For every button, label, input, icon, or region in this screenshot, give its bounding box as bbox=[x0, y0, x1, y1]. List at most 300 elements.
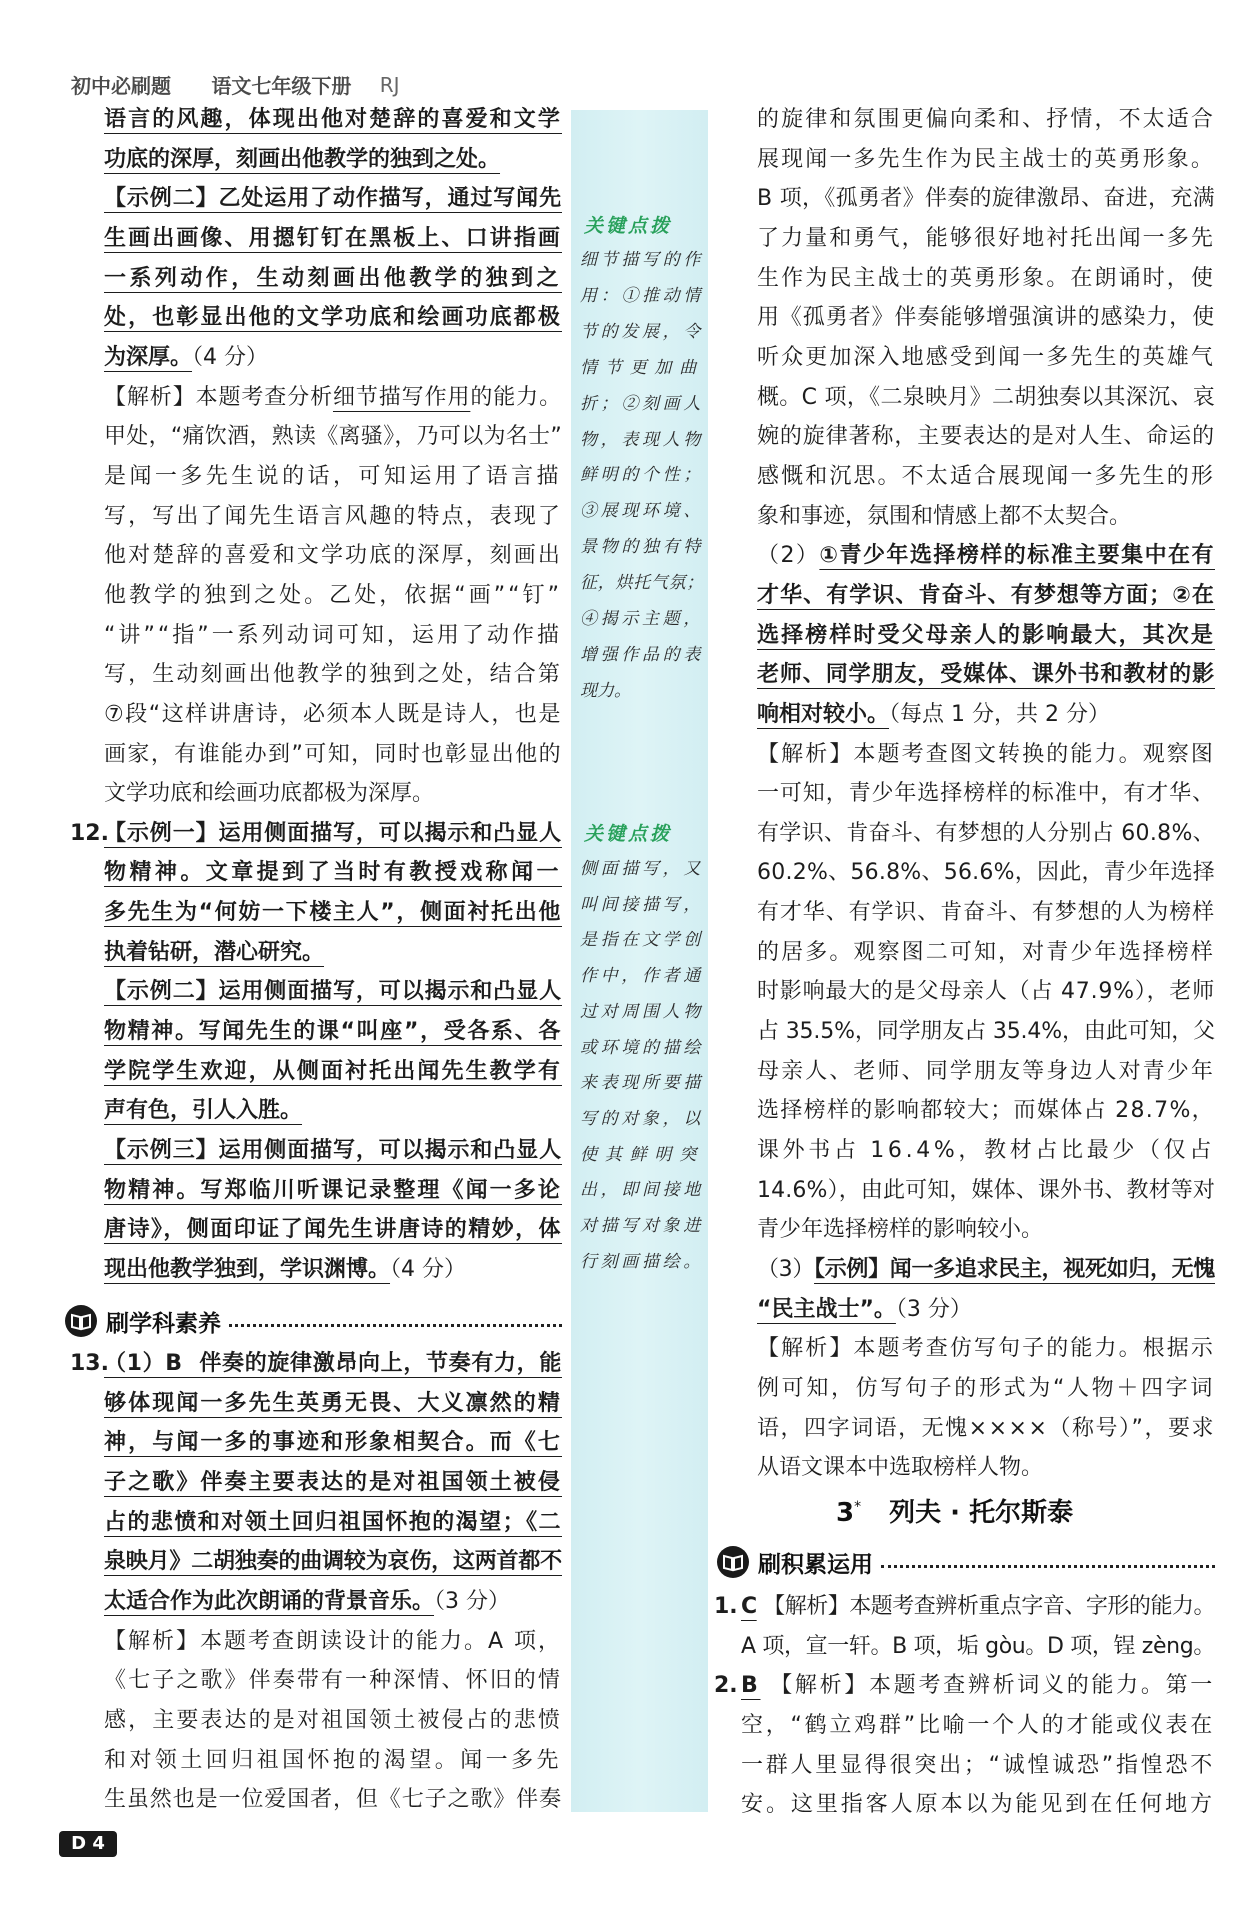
text-line bbox=[104, 893, 562, 933]
explanation-text: （3 分） bbox=[895, 1296, 972, 1322]
book-name: 语文七年级下册 bbox=[211, 74, 352, 98]
text-line bbox=[757, 417, 1215, 457]
text-line bbox=[104, 735, 562, 775]
line-content bbox=[580, 1209, 704, 1245]
text-line bbox=[757, 179, 1215, 219]
line-content bbox=[757, 972, 1215, 1012]
line-content bbox=[757, 1210, 1043, 1250]
line-content bbox=[104, 497, 562, 537]
line-content bbox=[757, 1409, 1215, 1449]
tip-box-side-description bbox=[580, 852, 704, 1280]
explanation-text: 用：①推动情 bbox=[580, 285, 704, 306]
text-line bbox=[757, 1171, 1215, 1211]
section-label: 刷积累运用 bbox=[758, 1551, 873, 1578]
explanation-text: 【解析】本题考查分析 bbox=[104, 384, 333, 410]
tip-line bbox=[580, 566, 704, 602]
explanation-text: 写，写出了闻先生语言风趣的特点，表现了 bbox=[104, 503, 562, 529]
line-content bbox=[104, 1131, 562, 1171]
tip-line bbox=[580, 638, 704, 674]
section-divider bbox=[881, 1565, 1215, 1568]
explanation-text: 行刻画描绘。 bbox=[580, 1251, 704, 1272]
line-content bbox=[580, 315, 704, 351]
explanation-text: （4 分） bbox=[192, 344, 269, 370]
line-content bbox=[757, 1290, 972, 1330]
answer-text: 处，也彰显出他的文学功底和绘画功底都极 bbox=[104, 305, 562, 331]
line-content bbox=[104, 1012, 562, 1052]
explanation-text: （4 分） bbox=[390, 1257, 467, 1283]
line-content bbox=[580, 243, 704, 279]
answer-text: 执着钻研，潜心研究。 bbox=[104, 939, 325, 965]
line-content bbox=[757, 298, 1215, 338]
line-content bbox=[580, 566, 704, 602]
tip-line bbox=[580, 494, 704, 530]
answer-text: 【示例二】运用侧面描写，可以揭示和凸显人 bbox=[104, 979, 562, 1005]
line-content bbox=[104, 417, 562, 457]
tip-line bbox=[580, 888, 704, 924]
line-content bbox=[104, 1701, 562, 1741]
question-number: 13. bbox=[70, 1351, 109, 1376]
line-content bbox=[757, 814, 1215, 854]
line-content bbox=[757, 655, 1215, 695]
answer-block-left-top bbox=[70, 100, 562, 1290]
explanation-text: 生虽然也是一位爱国者，但《七子之歌》伴奏 bbox=[104, 1787, 562, 1813]
text-line bbox=[104, 1091, 562, 1131]
book-icon bbox=[716, 1545, 750, 1579]
text-line bbox=[104, 1741, 562, 1781]
text-line bbox=[104, 655, 562, 695]
explanation-text: （3） bbox=[757, 1257, 815, 1283]
line-content bbox=[580, 530, 704, 566]
line-content bbox=[104, 735, 562, 775]
line-content bbox=[104, 893, 562, 933]
explanation-text: 是指在文学创 bbox=[580, 930, 704, 951]
answer-text: 功底的深厚，刻画出他教学的独到之处。 bbox=[104, 146, 501, 172]
text-line bbox=[741, 1785, 1215, 1825]
line-content bbox=[104, 1542, 562, 1582]
explanation-text: （2） bbox=[757, 543, 820, 569]
explanation-text: 使其鲜明突 bbox=[580, 1144, 704, 1165]
explanation-text: 过对周围人物 bbox=[580, 1001, 704, 1022]
tip-line bbox=[580, 423, 704, 459]
answer-text: 够体现闻一多先生英勇无畏、大义凛然的精 bbox=[104, 1390, 562, 1416]
tip-line bbox=[580, 995, 704, 1031]
tip-heading: 关键点拨 bbox=[584, 823, 673, 845]
explanation-text: 增强作品的表 bbox=[580, 644, 704, 665]
section-label: 刷学科素养 bbox=[106, 1310, 221, 1337]
text-line bbox=[757, 1012, 1215, 1052]
text-line bbox=[104, 1463, 562, 1503]
answer-text: 物精神。写闻先生的课“叫座”，受各系、各 bbox=[104, 1019, 562, 1045]
answer-text: 太适合作为此次朗诵的背景音乐。 bbox=[104, 1588, 435, 1614]
line-content bbox=[104, 140, 500, 180]
text-line bbox=[104, 1780, 562, 1820]
text-line bbox=[104, 695, 562, 735]
line-content bbox=[104, 1171, 562, 1211]
explanation-text: 作中，作者通 bbox=[580, 966, 704, 987]
line-content bbox=[104, 1741, 562, 1781]
explanation-text: ⑦段“这样讲唐诗，必须本人既是诗人，也是 bbox=[104, 701, 562, 727]
line-content bbox=[580, 423, 704, 459]
explanation-text: 对描写对象进 bbox=[580, 1216, 704, 1237]
explanation-text: 了力量和勇气，能够很好地衬托出闻一多先 bbox=[757, 225, 1215, 251]
explanation-text: 景物的独有特 bbox=[580, 537, 704, 558]
explanation-text: 生作为民主战士的英勇形象。在朗诵时，使 bbox=[757, 265, 1215, 291]
line-content bbox=[104, 1661, 562, 1701]
question-number: 2. bbox=[714, 1673, 738, 1699]
line-content bbox=[104, 972, 562, 1012]
explanation-text: 【解析】本题考查图文转换的能力。观察图 bbox=[757, 741, 1215, 767]
explanation-text: 出，即间接地 bbox=[580, 1180, 704, 1201]
tip-line bbox=[580, 351, 704, 387]
answer-text: 选择榜样时受父母亲人的影响最大，其次是 bbox=[757, 622, 1215, 648]
text-line bbox=[757, 853, 1215, 893]
text-line bbox=[104, 1131, 562, 1171]
explanation-text: 【解析】本题考查仿写句子的能力。根据示 bbox=[757, 1336, 1215, 1362]
text-line bbox=[104, 576, 562, 616]
line-content bbox=[757, 1369, 1215, 1409]
answer-text: 声有色，引人入胜。 bbox=[104, 1098, 303, 1124]
text-line bbox=[741, 1627, 1215, 1667]
line-content bbox=[104, 576, 562, 616]
explanation-text: 听众更加深入地感受到闻一多先生的英雄气 bbox=[757, 344, 1215, 370]
line-content bbox=[757, 1171, 1215, 1211]
explanation-text: 概。C 项，《二泉映月》二胡独奏以其深沉、哀 bbox=[757, 384, 1215, 410]
line-content bbox=[104, 1091, 302, 1131]
book-icon bbox=[64, 1304, 98, 1338]
line-content bbox=[757, 1012, 1215, 1052]
text-line bbox=[104, 774, 562, 814]
line-content bbox=[580, 351, 704, 387]
tip-line bbox=[580, 1138, 704, 1174]
explanation-text: 【解析】本题考查辨析词义的能力。第一 bbox=[760, 1673, 1215, 1699]
series-name: 初中必刷题 bbox=[71, 74, 171, 98]
text-line bbox=[757, 655, 1215, 695]
line-content bbox=[580, 279, 704, 315]
line-content bbox=[580, 674, 631, 710]
question-number: 12. bbox=[70, 820, 109, 846]
explanation-text: 感，主要表达的是对祖国领土被侵占的悲愤 bbox=[104, 1707, 562, 1733]
line-content bbox=[104, 695, 562, 735]
answer-text: 多先生为“何妨一下楼主人”，侧面衬托出他 bbox=[104, 900, 562, 926]
section-divider bbox=[229, 1324, 562, 1327]
tip-line bbox=[580, 602, 704, 638]
answer-text: 唐诗》，侧面印证了闻先生讲唐诗的精妙，体 bbox=[104, 1217, 562, 1243]
lesson-star: * bbox=[854, 1499, 862, 1516]
text-line bbox=[757, 338, 1215, 378]
tip-line bbox=[580, 852, 704, 888]
explanation-text: 物，表现人物 bbox=[580, 429, 704, 450]
line-content bbox=[757, 417, 1215, 457]
text-line bbox=[104, 259, 562, 299]
text-line bbox=[714, 1666, 1215, 1706]
line-content bbox=[580, 959, 704, 995]
line-content bbox=[757, 1448, 1043, 1488]
line-content bbox=[104, 179, 562, 219]
line-content bbox=[104, 814, 562, 854]
answer-text: 响相对较小。 bbox=[757, 701, 890, 727]
text-line bbox=[757, 893, 1215, 933]
line-content bbox=[104, 1622, 562, 1662]
line-content bbox=[580, 387, 704, 423]
line-content bbox=[757, 219, 1215, 259]
text-line bbox=[104, 1171, 562, 1211]
explanation-text: ④揭示主题， bbox=[580, 609, 704, 630]
explanation-text: 空，“鹤立鸡群”比喻一个人的才能或仪表在 bbox=[741, 1712, 1215, 1738]
text-line bbox=[757, 1448, 1215, 1488]
line-content bbox=[741, 1627, 1215, 1667]
explanation-text: 来表现所要描 bbox=[580, 1073, 704, 1094]
explanation-text: 的居多。观察图二可知，对青少年选择榜样 bbox=[757, 939, 1215, 965]
line-content bbox=[104, 1052, 562, 1092]
line-content bbox=[104, 1503, 562, 1543]
explanation-text: 一可知，青少年选择榜样的标准中，有才华、 bbox=[757, 781, 1215, 807]
line-content bbox=[104, 378, 562, 418]
explanation-text: 一群人里显得很突出；“诚惶诚恐”指惶恐不 bbox=[741, 1752, 1215, 1778]
answer-text: 才华、有学识、肯奋斗、有梦想等方面；②在 bbox=[757, 582, 1215, 608]
explanation-text: 【解析】本题考查朗读设计的能力。A 项， bbox=[104, 1628, 562, 1654]
section-heading bbox=[64, 1301, 562, 1341]
line-content bbox=[757, 735, 1215, 775]
explanation-text: 母亲人、老师、同学朋友等身边人对青少年 bbox=[757, 1058, 1215, 1084]
page-number-badge: D 4 bbox=[59, 1831, 117, 1857]
explanation-text: 他对楚辞的喜爱和文学功底的深厚，刻画出 bbox=[104, 543, 562, 569]
line-content bbox=[757, 853, 1215, 893]
line-content bbox=[741, 1706, 1215, 1746]
text-line bbox=[757, 100, 1215, 140]
explanation-text: 用《孤勇者》伴奏能够增强演讲的感染力，使 bbox=[757, 305, 1215, 331]
answer-text: （1）B 伴奏的旋律激昂向上，节奏有力，能 bbox=[104, 1351, 562, 1376]
line-content bbox=[757, 1329, 1215, 1369]
line-content bbox=[757, 933, 1215, 973]
explanation-text: 语，四字词语，无愧××××（称号）”，要求 bbox=[757, 1415, 1215, 1441]
text-line bbox=[757, 140, 1215, 180]
line-content bbox=[757, 774, 1215, 814]
text-line bbox=[104, 100, 562, 140]
page-header bbox=[71, 70, 400, 98]
text-line bbox=[757, 298, 1215, 338]
text-line bbox=[104, 1384, 562, 1424]
line-content bbox=[757, 140, 1215, 180]
text-line bbox=[104, 1701, 562, 1741]
tip-line bbox=[580, 959, 704, 995]
explanation-text: 画家，有谁能办到”可知，同时也彰显出他的 bbox=[104, 741, 562, 767]
text-line bbox=[104, 1250, 562, 1290]
line-content bbox=[580, 923, 704, 959]
line-content bbox=[757, 378, 1215, 418]
text-line bbox=[757, 735, 1215, 775]
text-line bbox=[757, 259, 1215, 299]
line-content bbox=[104, 1384, 562, 1424]
lesson-name: 列夫 · 托尔斯泰 bbox=[889, 1498, 1074, 1528]
answer-text: 一系列动作，生动刻画出他教学的独到之 bbox=[104, 265, 562, 291]
text-line bbox=[757, 695, 1215, 735]
text-line bbox=[757, 616, 1215, 656]
explanation-text: 展现闻一多先生作为民主战士的英勇形象。 bbox=[757, 146, 1215, 172]
text-line bbox=[757, 933, 1215, 973]
line-content bbox=[580, 1102, 704, 1138]
answer-text: 神，与闻一多的事迹和形象相契合。而《七 bbox=[104, 1430, 562, 1456]
explanation-text: 的旋律和氛围更偏向柔和、抒情，不太适合 bbox=[757, 107, 1215, 132]
answer-text: 子之歌》伴奏主要表达的是对祖国领土被侵 bbox=[104, 1469, 562, 1495]
line-content bbox=[580, 1245, 704, 1281]
answer-block-right-bottom bbox=[714, 1587, 1215, 1825]
explanation-text: 写，生动刻画出他教学的独到之处，结合第 bbox=[104, 662, 562, 688]
line-content bbox=[757, 100, 1215, 140]
explanation-text: 从语文课本中选取榜样人物。 bbox=[757, 1455, 1044, 1481]
tip-line bbox=[580, 458, 704, 494]
line-content bbox=[757, 893, 1215, 933]
line-content bbox=[757, 536, 1215, 576]
lesson-number: 3 bbox=[836, 1498, 855, 1528]
explanation-text: 例可知，仿写句子的形式为“人物＋四字词 bbox=[757, 1376, 1215, 1401]
answer-text: 为深厚。 bbox=[104, 344, 193, 370]
explanation-text: 占 35.5%，同学朋友占 35.4%，由此可知，父 bbox=[757, 1019, 1215, 1045]
text-line bbox=[757, 972, 1215, 1012]
text-line bbox=[757, 1131, 1215, 1171]
answer-text: 泉映月》二胡独奏的曲调较为哀伤，这两首都不 bbox=[104, 1549, 562, 1575]
explanation-text: 《七子之歌》伴奏带有一种深情、怀旧的情 bbox=[104, 1668, 562, 1694]
tip-line bbox=[580, 279, 704, 315]
explanation-text: 写的对象，以 bbox=[580, 1108, 704, 1129]
line-content bbox=[104, 259, 562, 299]
tip-line bbox=[580, 315, 704, 351]
explanation-text: 文学功底和绘画功底都极为深厚。 bbox=[104, 781, 435, 807]
explanation-text: 时影响最大的是父母亲人（占 47.9%），老师 bbox=[757, 979, 1215, 1005]
line-content bbox=[741, 1666, 1215, 1706]
text-line bbox=[104, 933, 562, 973]
text-line bbox=[104, 179, 562, 219]
line-content bbox=[580, 638, 704, 674]
text-line bbox=[757, 457, 1215, 497]
text-line bbox=[757, 1329, 1215, 1369]
line-content bbox=[104, 1210, 562, 1250]
section-heading bbox=[716, 1542, 1215, 1582]
text-line bbox=[104, 457, 562, 497]
text-line bbox=[70, 1344, 562, 1384]
text-line bbox=[757, 497, 1215, 537]
line-content bbox=[741, 1587, 1215, 1627]
line-content bbox=[104, 1250, 466, 1290]
answer-text: 物精神。写郑临川听课记录整理《闻一多论 bbox=[104, 1177, 562, 1203]
line-content bbox=[104, 1423, 562, 1463]
explanation-text: A 项，宣一轩。B 项，垢 gòu。D 项，锃 zèng。 bbox=[741, 1633, 1215, 1659]
line-content bbox=[104, 853, 562, 893]
explanation-text: ③展现环境、 bbox=[580, 501, 704, 522]
tip-heading: 关键点拨 bbox=[584, 215, 673, 237]
text-line bbox=[741, 1746, 1215, 1786]
text-line bbox=[104, 1012, 562, 1052]
answer-text: 【示例一】运用侧面描写，可以揭示和凸显人 bbox=[104, 820, 562, 846]
text-line bbox=[757, 1210, 1215, 1250]
text-line bbox=[757, 536, 1215, 576]
explanation-text: “讲”“指”一系列动词可知，运用了动作描 bbox=[104, 622, 562, 648]
explanation-text: 60.2%、56.8%、56.6%，因此，青少年选择 bbox=[757, 860, 1215, 886]
explanation-text: 细节描写的作 bbox=[580, 250, 704, 270]
line-content bbox=[104, 1344, 562, 1384]
line-content bbox=[580, 1031, 704, 1067]
text-line bbox=[757, 1250, 1215, 1290]
line-content bbox=[757, 497, 1131, 537]
tip-line bbox=[580, 923, 704, 959]
line-content bbox=[741, 1785, 1215, 1825]
line-content bbox=[757, 179, 1215, 219]
explanation-text: （每点 1 分，共 2 分） bbox=[889, 701, 1110, 727]
text-line bbox=[741, 1706, 1215, 1746]
tip-line bbox=[580, 387, 704, 423]
line-content bbox=[104, 616, 562, 656]
explanation-text: 节的发展，令 bbox=[580, 321, 704, 342]
text-line bbox=[714, 1587, 1215, 1627]
line-content bbox=[580, 1173, 704, 1209]
line-content bbox=[757, 1131, 1215, 1171]
underlined-text: 细节描写作用 bbox=[332, 384, 471, 410]
text-line bbox=[70, 814, 562, 854]
text-line bbox=[104, 417, 562, 457]
explanation-text: 折；②刻画人 bbox=[580, 393, 704, 414]
explanation-text: 和对领土回归祖国怀抱的渴望。闻一多先 bbox=[104, 1747, 562, 1773]
text-line bbox=[104, 616, 562, 656]
line-content bbox=[104, 1582, 510, 1622]
explanation-text: 【解析】本题考查辨析重点字音、字形的能力。 bbox=[756, 1594, 1215, 1619]
line-content bbox=[741, 1746, 1215, 1786]
explanation-text: 14.6%），由此可知，媒体、课外书、教材等对 bbox=[757, 1177, 1215, 1203]
edition-code: RJ bbox=[379, 72, 400, 97]
line-content bbox=[580, 1138, 704, 1174]
explanation-text: 叫间接描写， bbox=[580, 894, 704, 915]
tip-line bbox=[580, 1209, 704, 1245]
answer-text: 【示例二】乙处运用了动作描写，通过写闻先 bbox=[104, 186, 562, 212]
line-content bbox=[104, 655, 562, 695]
text-line bbox=[104, 1503, 562, 1543]
answer-text: 【示例】闻一多追求民主，视死如归，无愧 bbox=[814, 1257, 1215, 1283]
line-content bbox=[757, 616, 1215, 656]
line-content bbox=[757, 695, 1110, 735]
line-content bbox=[104, 338, 268, 378]
text-line bbox=[757, 1409, 1215, 1449]
explanation-text: 有学识、肯奋斗、有梦想的人分别占 60.8%、 bbox=[757, 820, 1215, 846]
text-line bbox=[757, 576, 1215, 616]
answer-block-right-top bbox=[757, 100, 1215, 1488]
line-content bbox=[757, 1052, 1215, 1092]
line-content bbox=[580, 494, 704, 530]
explanation-text: 鲜明的个性； bbox=[580, 465, 704, 486]
answer-text: 物精神。文章提到了当时有教授戏称闻一 bbox=[104, 860, 562, 886]
text-line bbox=[104, 219, 562, 259]
tip-line bbox=[580, 1245, 704, 1281]
line-content bbox=[104, 1780, 562, 1820]
explanation-text: 婉的旋律著称，主要表达的是对人生、命运的 bbox=[757, 424, 1215, 450]
line-content bbox=[757, 457, 1215, 497]
lesson-title bbox=[836, 1492, 1073, 1530]
explanation-text: 甲处，“痛饮酒，熟读《离骚》，乃可以为名士” bbox=[104, 424, 562, 450]
answer-text: 占的悲愤和对领土回归祖国怀抱的渴望；《二 bbox=[104, 1509, 562, 1535]
answer-text: B bbox=[741, 1673, 761, 1699]
text-line bbox=[104, 140, 562, 180]
answer-text: 学院学生欢迎，从侧面衬托出闻先生教学有 bbox=[104, 1058, 562, 1084]
text-line bbox=[104, 1052, 562, 1092]
line-content bbox=[757, 1250, 1215, 1290]
explanation-text: 是闻一多先生说的话，可知运用了语言描 bbox=[104, 463, 562, 489]
explanation-text: B 项，《孤勇者》伴奏的旋律激昂、奋进，充满 bbox=[757, 186, 1215, 212]
tip-line bbox=[580, 530, 704, 566]
answer-text: 生画出画像、用摁钉钉在黑板上、口讲指画 bbox=[104, 225, 562, 251]
line-content bbox=[104, 457, 562, 497]
text-line bbox=[757, 378, 1215, 418]
line-content bbox=[104, 933, 324, 973]
answer-text: 语言的风趣，体现出他对楚辞的喜爱和文学 bbox=[104, 107, 562, 132]
text-line bbox=[757, 814, 1215, 854]
explanation-text: 安。这里指客人原本以为能见到在任何地方 bbox=[741, 1792, 1215, 1818]
